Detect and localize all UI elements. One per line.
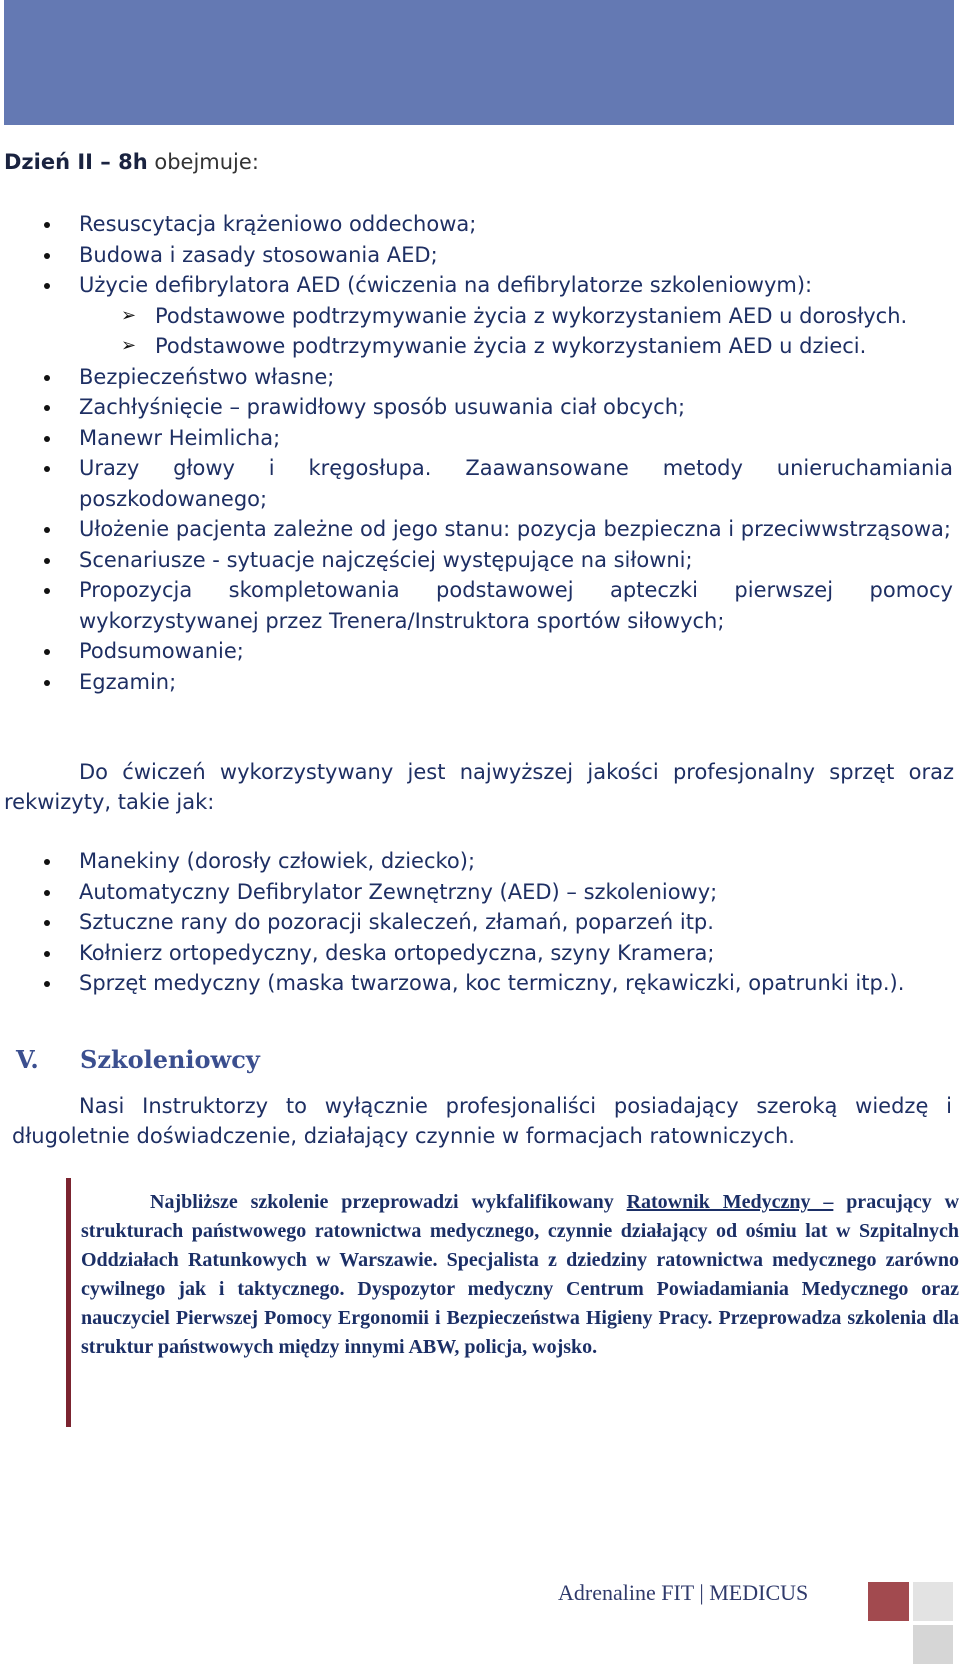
list-item (0, 968, 953, 999)
list-item-text: Bezpieczeństwo własne; (79, 364, 335, 389)
list-item (0, 209, 953, 240)
list-item (0, 392, 953, 423)
list-item-text: Propozycja skompletowania podstawowej apteczki pierwszej pomocy wykorzystywanej przez Trenera/Instruktora sportów siłowych; (79, 578, 953, 633)
callout-text (71, 1178, 959, 1362)
list-item-text: Podsumowanie; (79, 639, 244, 663)
list-item (0, 636, 953, 667)
list-item (0, 846, 953, 877)
list-item-text: Resuscytacja krążeniowo oddechowa; (79, 212, 477, 236)
list-item (0, 907, 953, 938)
callout-rest: pracujący w strukturach państwowego ratownictwa medycznego, czynnie działający od ośmiu lat w Szpitalnych Oddziałach Ratunkowych w Warszawie. Specjalista z dziedziny ratownictwa medycznego zarówno cywilnego jak i taktycznego. Dyspozytor medyczny Centrum Powiadamiania Medycznego oraz nauczyciel Pierwszej Pomocy Ergonomii i Bezpieczeństwa Higieny Pracy. Przeprowadza szkolenia dla struktur państwowych między innymi ABW, policja, wojsko. (81, 1191, 960, 1358)
header-band (4, 0, 954, 125)
day-heading (4, 150, 259, 174)
section-title-text: Szkoleniowcy (80, 1045, 260, 1074)
list-item-text: Automatyczny Defibrylator Zewnętrzny (AED) – szkoleniowy; (79, 879, 718, 904)
list-item-text: Kołnierz ortopedyczny, deska ortopedyczna, szyny Kramera; (79, 940, 715, 965)
list-item (0, 545, 953, 576)
list-item-text: Sztuczne rany do pozoracji skaleczeń, złamań, poparzeń itp. (79, 910, 714, 934)
arrow-bullet-icon: ➢ (121, 304, 137, 326)
callout-lead: Najbliższe szkolenie przeprowadzi wykfalifikowany (150, 1191, 614, 1213)
instructors-paragraph: Nasi Instruktorzy to wyłącznie profesjonaliści posiadający szeroką wiedzę i długoletnie doświadczenie, działający czynnie w formacjach ratowniczych. (12, 1094, 952, 1148)
footer-brand: Adrenaline FIT | MEDICUS (558, 1580, 809, 1605)
section-number: V. (16, 1045, 39, 1074)
list-item (0, 667, 953, 698)
sub-list-item (0, 301, 953, 332)
footer-square-gray (913, 1582, 953, 1621)
list-item (0, 453, 953, 514)
list-item-text: Ułożenie pacjenta zależne od jego stanu: pozycja bezpieczna i przeciwwstrząsowa; (79, 517, 951, 541)
list-item-text: Podstawowe podtrzymywanie życia z wykorzystaniem AED u dorosłych. (155, 303, 908, 328)
list-item-text: Egzamin; (79, 669, 177, 694)
list-item-text: Sprzęt medyczny (maska twarzowa, koc termiczny, rękawiczki, opatrunki itp.). (79, 971, 905, 995)
list-item (0, 270, 953, 301)
equipment-intro: Do ćwiczeń wykorzystywany jest najwyższej jakości profesjonalny sprzęt oraz rekwizyty, takie jak: (4, 760, 954, 814)
sub-list-item (0, 331, 953, 362)
list-item-text: Zachłyśnięcie – prawidłowy sposób usuwania ciał obcych; (79, 395, 686, 419)
list-item-text: Manekiny (dorosły człowiek, dziecko); (79, 849, 476, 873)
list-item-text: Scenariusze - sytuacje najczęściej występujące na siłowni; (79, 547, 693, 572)
list-item-text: Podstawowe podtrzymywanie życia z wykorzystaniem AED u dzieci. (155, 334, 867, 358)
list-item-text: Manewr Heimlicha; (79, 425, 281, 450)
list-item-text: Użycie defibrylatora AED (ćwiczenia na defibrylatorze szkoleniowym): (79, 273, 813, 297)
list-item (0, 514, 953, 545)
list-item (0, 575, 953, 636)
list-item (0, 938, 953, 969)
footer-square-gray (913, 1625, 953, 1664)
program-list (0, 209, 953, 697)
list-item-text: Urazy głowy i kręgosłupa. Zaawansowane metody unieruchamiania poszkodowanego; (79, 456, 953, 511)
day-heading-tail: obejmuje: (154, 150, 259, 174)
list-item (0, 240, 953, 271)
equipment-list (0, 846, 953, 999)
list-item (0, 362, 953, 393)
day-heading-bold: Dzień II – 8h (4, 150, 148, 174)
footer-square-red (868, 1582, 909, 1621)
list-item (0, 877, 953, 908)
list-item-text: Budowa i zasady stosowania AED; (79, 242, 438, 267)
trainer-callout (66, 1178, 959, 1427)
list-item (0, 423, 953, 454)
arrow-bullet-icon: ➢ (121, 335, 137, 356)
callout-underlined: Ratownik Medyczny – (626, 1191, 834, 1213)
section-title (16, 1045, 260, 1074)
